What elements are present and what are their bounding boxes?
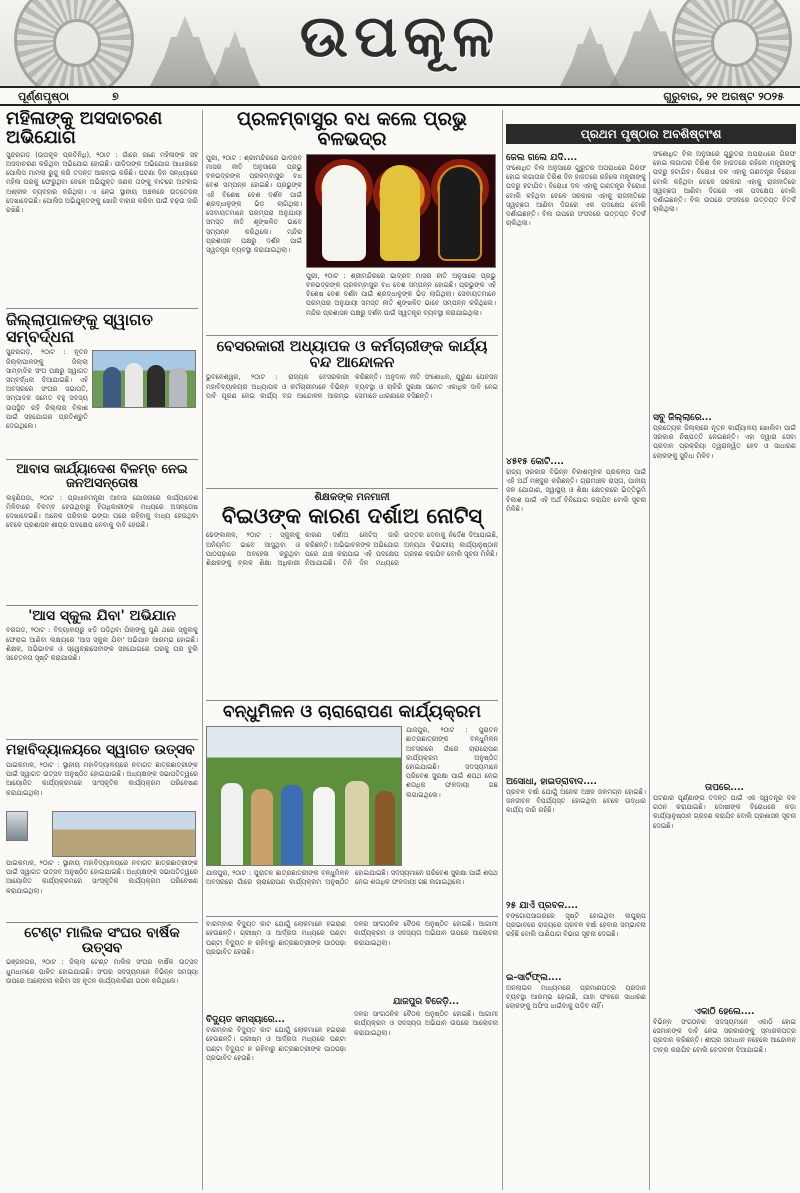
masthead (0, 0, 800, 86)
article-body: ବାରମ୍ବାର ବିଦ୍ୟୁତ କାଟ ଯୋଗୁଁ ଲୋକମାନେ ହଇରାଣ ହେଉଛନ୍ତି। ଗ୍ରୀଷ୍ମ ଓ ଆର୍ଦ୍ରତା ମଧ୍ୟରେ ଘଣ୍ଟା ଘଣ୍ଟା ବିଦ୍ୟୁତ ନ ରହିବାରୁ ଛାତ୍ରଛାତ୍ରୀଙ୍କ ପାଠପଢ଼ା ପ୍ରଭାବିତ ହେଉଛି। (206, 1026, 346, 1062)
divider (6, 308, 198, 309)
divider (6, 459, 198, 460)
article-body: ପାଇକମାଳ, ୨୦ାଟ : ସ୍ଥାନୀୟ ମହାବିଦ୍ୟାଳୟରେ ନବାଗତ ଛାତ୍ରଛାତ୍ରୀଙ୍କ ପାଇଁ ସ୍ୱାଗତ ଉତ୍ସବ ଅନୁଷ୍ଠିତ ହୋଇଯାଇଛି। ଅଧ୍ୟକ୍ଷଙ୍କ ସଭାପତିତ୍ୱରେ ଆୟୋଜିତ କାର୍ଯ୍ୟକ୍ରମରେ ସାଂସ୍କୃତିକ କାର୍ଯ୍ୟକ୍ରମ ପରିବେଷଣ କରାଯାଇଥିଲା। (6, 761, 198, 797)
article-block (6, 348, 198, 456)
newspaper-title: ଉପକୂଳ (299, 2, 501, 70)
headline: ଟେଣ୍ଟ ମାଲିକ ସଂଘର ବାର୍ଷିକ ଉତ୍ସବ (24, 925, 180, 956)
column-divider (649, 172, 650, 1190)
continuation-banner: ପ୍ରଥମ ପୃଷ୍ଠାର ଅବଶିଷ୍ଟାଂଶ (506, 124, 796, 144)
divider (6, 605, 198, 606)
article-body: ଲହୁଣିପଡ଼ା, ୨୦ାଟ : ପ୍ରଧାନମନ୍ତ୍ରୀ ଆବାସ ଯୋଜନାରେ କାର୍ଯ୍ୟାଦେଶ ମିଳିବାରେ ବିଳମ୍ବ ହେଉଥିବାରୁ ହିତାଧିକାରୀଙ୍କ ମଧ୍ୟରେ ଅସନ୍ତୋଷ ଦେଖାଦେଇଛି। ଅନେକ ପରିବାର ଭଙ୍ଗା ଘରେ ରହିବାକୁ ବାଧ୍ୟ ହେଉଥିବା ବେଳେ ପ୍ରଶାସନ ଶୀଘ୍ର ପଦକ୍ଷେପ ନେବାକୁ ଦାବି ହେଉଛି। (6, 493, 198, 530)
article-body: ସଂଶୋଧିତ ବିଲ ଅନୁସାରେ ଗୁରୁତର ଅପରାଧରେ ଗିରଫ ହୋଇ ଲଗାତାର ତିରିଶ ଦିନ ହାଜତରେ ରହିଲେ ମନ୍ତ୍ରୀଙ୍କୁ ପଦରୁ ହଟାଯିବ। ବିରୋଧୀ ଦଳ ଏହାକୁ ଗଣତନ୍ତ୍ର ବିରୋଧୀ ବୋଲି କହିଥିବା ବେଳେ ସରକାର ଏହାକୁ ରାଜନୀତିରେ ସ୍ୱଚ୍ଛତା ଆଣିବା ଦିଗରେ ଏକ ପଦକ୍ଷେପ ବୋଲି ଦର୍ଶାଇଛନ୍ତି। ବିଲ ଉପରେ ସଂସଦରେ ଉତ୍ତପ୍ତ ବିତର୍କ ଚାଲିଥିଲା। (506, 164, 646, 228)
plantation-photo (206, 726, 402, 866)
divider (6, 922, 198, 923)
article-body: ଢେଙ୍କାନାଳ, ୨୦ାଟ : ସ୍କୁଲକୁ ଅନିୟମିତ ଭାବେ ଆସୁଥିବା ଓ ପାଠପଢ଼ାରେ ଅବହେଳା କରୁଥିବା ଶିକ୍ଷକଙ୍କୁ ବ୍ଲକ ଶିକ୍ଷା ଅଧିକାରୀ କାରଣ ଦର୍ଶାଅ ନୋଟିସ୍ ଜାରି କରିଛନ୍ତି। ଅଭିଭାବକଙ୍କ ଅଭିଯୋଗ ପରେ ଯାଞ୍ଚ କରାଯାଇ ଏହି ପଦକ୍ଷେପ ନିଆଯାଇଛି। ତିନି ଦିନ ମଧ୍ୟରେ ଉତ୍ତର ଦେବାକୁ ନିର୍ଦ୍ଦେଶ ଦିଆଯାଇଛି, ଅନ୍ୟଥା ବିଭାଗୀୟ କାର୍ଯ୍ୟାନୁଷ୍ଠାନ ଗ୍ରହଣ କରାଯିବ ବୋଲି ସୂଚନା ମିଳିଛି। (206, 531, 498, 568)
divider (206, 916, 498, 917)
article-body: ଘଟଣାର ପୂର୍ଣ୍ଣାଙ୍ଗ ତଦନ୍ତ ପାଇଁ ଏକ ସ୍ୱତନ୍ତ୍ର ଦଳ ଗଠନ କରାଯାଇଛି। ଦୋଷୀଙ୍କ ବିରୋଧରେ କଡ଼ା କାର୍ଯ୍ୟାନୁଷ୍ଠାନ ଗ୍ରହଣ କରାଯିବ ବୋଲି ପ୍ରଶାସନ ସୂଚନା ଦେଇଛି। (653, 794, 796, 830)
headline: ମହିଳାଙ୍କୁ ଅସଦାଚରଣ ଅଭିଯୋଗ (6, 110, 163, 148)
article-body: ଦଳର ସାଂଗଠନିକ ବୈଠକ ଅନୁଷ୍ଠିତ ହୋଇଛି। ଆଗାମୀ କାର୍ଯ୍ୟକ୍ରମ ଓ ସଦସ୍ୟତା ଅଭିଯାନ ଉପରେ ଆଲୋଚନା କରାଯାଇଥିଲା। (354, 920, 498, 947)
konark-wheel-right-image (672, 0, 792, 86)
article-body: ଦଳର ସାଂଗଠନିକ ବୈଠକ ଅନୁଷ୍ଠିତ ହୋଇଛି। ଆଗାମୀ କାର୍ଯ୍ୟକ୍ରମ ଓ ସଦସ୍ୟତା ଅଭିଯାନ ଉପରେ ଆଲୋଚନା କରାଯାଇଥିଲା। (354, 1010, 498, 1037)
headline: ବେସରକାରୀ ଅଧ୍ୟାପକ ଓ କର୍ମଚାରୀଙ୍କ କାର୍ଯ୍ୟ ବନ୍ଦ ଆନ୍ଦୋଳନ (216, 336, 488, 371)
column-middle (206, 110, 498, 1190)
subhead: ସବୁ ଜିଲ୍ଲାରେ... (653, 413, 712, 423)
divider (6, 739, 198, 740)
subhead: ଯାଜପୁର ବିଜେଡ଼ି... (392, 997, 460, 1008)
subhead: ଜେଲ ଗଲେ ଯଦି.... (506, 153, 578, 163)
page-number: ୭ (112, 90, 119, 103)
college-event-photo (52, 811, 196, 857)
article-block (206, 154, 498, 332)
article-body: ଯାଜପୁର, ୨୦ାଟ : ପୁରାତନ ଛାତ୍ରଛାତ୍ରୀଙ୍କ ବନ୍ଧୁମିଳନ ଅବସରରେ ଗାଁରେ ଚାରାରୋପଣ କାର୍ଯ୍ୟକ୍ରମ ଅନୁଷ୍ଠିତ ହୋଇଯାଇଛି। ସଦସ୍ୟମାନେ ପରିବେଶ ସୁରକ୍ଷା ପାଇଁ ଶପଥ ନେଇ ଶତାଧିକ ଫଳଦାୟୀ ଗଛ ଲଗାଇଥିଲେ। (406, 726, 498, 799)
article-body: ବାରମ୍ବାର ବିଦ୍ୟୁତ କାଟ ଯୋଗୁଁ ଲୋକମାନେ ହଇରାଣ ହେଉଛନ୍ତି। ଗ୍ରୀଷ୍ମ ଓ ଆର୍ଦ୍ରତା ମଧ୍ୟରେ ଘଣ୍ଟା ଘଣ୍ଟା ବିଦ୍ୟୁତ ନ ରହିବାରୁ ଛାତ୍ରଛାତ୍ରୀଙ୍କ ପାଠପଢ଼ା ପ୍ରଭାବିତ ହେଉଛି। (206, 920, 346, 956)
article-block (206, 726, 498, 866)
temple-right-image (560, 26, 620, 86)
subhead: ତାପରେ.... (705, 783, 744, 793)
temple-left-small-image (210, 31, 260, 86)
felicitation-photo (92, 350, 196, 408)
divider (206, 335, 498, 336)
article-body: ଭୁବନେଶ୍ୱର, ୨୦ାଟ : ରାଜ୍ୟର ବେସରକାରୀ ମହାବିଦ୍ୟାଳୟର ଅଧ୍ୟାପକ ଓ କର୍ମଚାରୀମାନେ ବିଭିନ୍ନ ଦାବି ପୂରଣ ନେଇ କାର୍ଯ୍ୟ ବନ୍ଦ ଆନ୍ଦୋଳନ ଆରମ୍ଭ କରିଛନ୍ତି। ଅନୁଦାନ ନୀତି ସଂଶୋଧନ, ପୁରୁଣା ପେନସନ ବ୍ୟବସ୍ଥା ଓ ଚାକିରି ସୁରକ୍ଷା ସମେତ ଏକାଧିକ ଦାବି ନେଇ ସେମାନେ ଧାରଣାରେ ବସିଛନ୍ତି। (206, 373, 498, 400)
article-body: ପୁରୀ, ୨୦ାଟ : ଶ୍ରୀମନ୍ଦିରରେ ଭାଦ୍ରବ ମାସର ନୀତି ଅନୁସାରେ ପ୍ରଭୁ ବଳଭଦ୍ରଙ୍କ ପ୍ରଳମ୍ବାସୁର ବଧ ବେଶ ସମ୍ପନ୍ନ ହୋଇଛି। ପ୍ରଭୁଙ୍କ ଏହି ବିଶେଷ ବେଶ ଦର୍ଶନ ପାଇଁ ଶ୍ରଦ୍ଧାଳୁଙ୍କ ଭିଡ଼ ଲାଗିଥିଲା। ସେବାୟତମାନେ ପରମ୍ପରା ଅନୁଯାୟୀ ସମସ୍ତ ନୀତି ଶୃଙ୍ଖଳିତ ଭାବେ ସମ୍ପନ୍ନ କରିଥିଲେ। ମନ୍ଦିର ପ୍ରଶାସନ ପକ୍ଷରୁ ଦର୍ଶନ ପାଇଁ ସ୍ୱତନ୍ତ୍ର ବ୍ୟବସ୍ଥା କରାଯାଇଥିଲା। (206, 153, 302, 254)
subhead: ଅସୋଧା, ହାଇଡ୍ରାବାଦ.... (506, 777, 597, 787)
article-body: ରାଜ୍ୟ ସରକାର ବିଭିନ୍ନ ବିକାଶମୂଳକ ପ୍ରକଳ୍ପ ପାଇଁ ଏହି ଅର୍ଥ ମଞ୍ଜୁର କରିଛନ୍ତି। ଗ୍ରାମାଞ୍ଚଳ ରାସ୍ତା, ପାନୀୟ ଜଳ ଯୋଗାଣ, ସ୍ୱାସ୍ଥ୍ୟ ଓ ଶିକ୍ଷା କ୍ଷେତ୍ରରେ ଭିତ୍ତିଭୂମି ବିକାଶ ପାଇଁ ଏହି ଅର୍ଥ ବିନିଯୋଗ କରାଯିବ ବୋଲି ସୂଚନା ମିଳିଛି। (506, 468, 646, 513)
article-body: ପ୍ରତ୍ୟେକ ଜିଲ୍ଲାରେ ନୂତନ କାର୍ଯ୍ୟାଳୟ ଖୋଲିବା ପାଇଁ ସରକାର ନିଷ୍ପତ୍ତି ନେଇଛନ୍ତି। ଏହା ଦ୍ୱାରା ସେବା ପ୍ରଦାନ ପ୍ରକ୍ରିୟା ତ୍ୱରାନ୍ୱିତ ହେବ ଓ ସାଧାରଣ ଲୋକଙ୍କୁ ସୁବିଧା ମିଳିବ। (653, 424, 796, 460)
publication-date: ଗୁରୁବାର, ୨୧ ଅଗଷ୍ଟ ୨୦୨୫ (663, 90, 784, 103)
article-body: ସୁନ୍ଦରଗଡ଼ (ଉପକୂଳ ପ୍ରତିନିଧି), ୨୦ାଟ : ଗାଁରେ ଜଣେ ମହିଳାଙ୍କ ସହ ଅସଦାଚରଣ କରିଥିବା ଅଭିଯୋଗ ହୋଇଛି। ପୀଡ଼ିତାଙ୍କ ଅଭିଯୋଗ ଆଧାରରେ ପୋଲିସ ମାମଲା ରୁଜୁ କରି ତଦନ୍ତ ଆରମ୍ଭ କରିଛି। ଘଟଣା ଦିନ ସନ୍ଧ୍ୟାରେ ମହିଳା ଘରକୁ ଫେରୁଥିବା ବେଳେ ଅଭିଯୁକ୍ତ ଜଣକ ତାଙ୍କୁ ବାଟରେ ଅଟକାଇ ଅଶ୍ଳୀଳ ବ୍ୟବହାର କରିଥିଲା। ଏ ନେଇ ସ୍ଥାନୀୟ ଅଞ୍ଚଳରେ ଉତ୍ତେଜନା ଦେଖାଦେଇଛି। ପୋଲିସ ଅଭିଯୁକ୍ତଙ୍କୁ ଖୋଜି ବାହାର କରିବା ପାଇଁ ଚଢ଼ଉ ଜାରି ରଖିଛି। (6, 150, 198, 214)
article-body: ବରଗଡ଼, ୨୦ାଟ : ବିଦ୍ୟାଳୟରୁ ଝଡ଼ି ପଡ଼ିଥିବା ପିଲାଙ୍କୁ ପୁଣି ଥରେ ସ୍କୁଲକୁ ଫେରାଇ ଆଣିବା ଲକ୍ଷ୍ୟରେ 'ଆସ ସ୍କୁଲ ଯିବା' ଅଭିଯାନ ଆରମ୍ଭ ହୋଇଛି। ଶିକ୍ଷକ, ଅଭିଭାବକ ଓ ସ୍ୱେଚ୍ଛାସେବୀଙ୍କ ସହଯୋଗରେ ଘରକୁ ଘର ବୁଲି ସଚେତନତା ସୃଷ୍ଟି କରାଯାଉଛି। (6, 626, 198, 662)
subhead: ୨୫ ଯାଏଁ ପ୍ରବଳ.... (506, 901, 578, 911)
portrait-photo (6, 811, 28, 841)
photo-row (6, 811, 198, 859)
headline: ବନ୍ଧୁମିଳନ ଓ ଚାରାରୋପଣ କାର୍ଯ୍ୟକ୍ରମ (222, 702, 482, 723)
headline: ଜିଲ୍ଲାପାଳଙ୍କୁ ସ୍ୱାଗତ ସମ୍ବର୍ଦ୍ଧନା (6, 309, 153, 346)
column-left (6, 110, 198, 1190)
konark-wheel-left-image (14, 0, 134, 86)
article-block (206, 920, 498, 1070)
column-right-b (653, 150, 796, 1188)
subhead: ବିଦ୍ୟୁତ ସମସ୍ୟାରେ... (206, 1015, 285, 1026)
divider (206, 488, 498, 489)
article-body: ପ୍ରବଳ ବର୍ଷା ଯୋଗୁଁ ଅନେକ ଅଞ୍ଚଳ ଜଳମଗ୍ନ ହୋଇଛି। ଜନଜୀବନ ବିପର୍ଯ୍ୟସ୍ତ ହୋଇଥିବା ବେଳେ ଉଦ୍ଧାର କାର୍ଯ୍ୟ ଜାରି ରହିଛି। (506, 788, 646, 815)
dateline-bar (0, 86, 800, 106)
headline: ମହାବିଦ୍ୟାଳୟରେ ସ୍ୱାଗତ ଉତ୍ସବ (6, 742, 195, 759)
article-body: ବିଭିନ୍ନ ସଂଗଠନର ସଦସ୍ୟମାନେ ଏକାଠି ହୋଇ ସେମାନଙ୍କ ଦାବି ନେଇ ସରକାରଙ୍କୁ ସ୍ମାରକପତ୍ର ପ୍ରଦାନ କରିଛନ୍ତି। ଶୀଘ୍ର ସମାଧାନ ନହେଲେ ଆନ୍ଦୋଳନ ତୀବ୍ର କରାଯିବ ବୋଲି ଚେତାବନୀ ଦିଆଯାଇଛି। (653, 1018, 796, 1054)
article-body: ପୁରୀ, ୨୦ାଟ : ଶ୍ରୀମନ୍ଦିରରେ ଭାଦ୍ରବ ମାସର ନୀତି ଅନୁସାରେ ପ୍ରଭୁ ବଳଭଦ୍ରଙ୍କ ପ୍ରଳମ୍ବାସୁର ବଧ ବେଶ ସମ୍ପନ୍ନ ହୋଇଛି। ପ୍ରଭୁଙ୍କ ଏହି ବିଶେଷ ବେଶ ଦର୍ଶନ ପାଇଁ ଶ୍ରଦ୍ଧାଳୁଙ୍କ ଭିଡ଼ ଲାଗିଥିଲା। ସେବାୟତମାନେ ପରମ୍ପରା ଅନୁଯାୟୀ ସମସ୍ତ ନୀତି ଶୃଙ୍ଖଳିତ ଭାବେ ସମ୍ପନ୍ନ କରିଥିଲେ। ମନ୍ଦିର ପ୍ରଶାସନ ପକ୍ଷରୁ ଦର୍ଶନ ପାଇଁ ସ୍ୱତନ୍ତ୍ର ବ୍ୟବସ୍ଥା କରାଯାଇଥିଲା। (306, 271, 496, 317)
subhead: ଏକାଠି ହେଲେ.... (694, 1007, 755, 1017)
column-right-a (506, 150, 646, 1188)
section-label: ପୂର୍ଣ୍ଣପୃଷ୍ଠା (18, 90, 70, 103)
temple-left-image (150, 16, 220, 86)
headline: 'ଆସ ସ୍କୁଲ ଯିବା' ଅଭିଯାନ (28, 607, 176, 624)
article-body: ବଙ୍ଗୋପସାଗରରେ ସୃଷ୍ଟି ହୋଇଥିବା ଲଘୁଚାପ ପ୍ରଭାବରେ ରାଜ୍ୟରେ ପ୍ରବଳ ବର୍ଷା ହେବାର ସମ୍ଭାବନା ରହିଛି ବୋଲି ପାଣିପାଗ ବିଭାଗ ସୂଚନା ଦେଇଛି। (506, 912, 646, 939)
column-divider (502, 110, 503, 1190)
subhead: ଇ-ସାର୍ଟିଫ୍ଲ.... (506, 973, 562, 983)
article-body: ସୁନ୍ଦରଗଡ଼, ୨୦ାଟ : ନୂତନ ଜିଲ୍ଲାପାଳଙ୍କୁ ଜିଲ୍ଲା ସାମ୍ବାଦିକ ସଂଘ ପକ୍ଷରୁ ସ୍ୱାଗତ ସମ୍ବର୍ଦ୍ଧନା ଦିଆଯାଇଛି। ଏହି ଅବସରରେ ସଂଘର ସଭାପତି, ସମ୍ପାଦକ ସମେତ ବହୁ ସଦସ୍ୟ ଉପସ୍ଥିତ ରହି ଜିଲ୍ଲାର ବିକାଶ ପାଇଁ ସହଯୋଗର ପ୍ରତିଶ୍ରୁତି ଦେଇଥିଲେ। (6, 348, 88, 430)
subhead: ୪୫୧୫ କୋଟି.... (506, 457, 564, 467)
headline: ପ୍ରଳମ୍ବାସୁର ବଧ କଲେ ପ୍ରଭୁ ବଳଭଦ୍ର (237, 110, 467, 150)
article-body: ସଂଶୋଧିତ ବିଲ ଅନୁସାରେ ଗୁରୁତର ଅପରାଧରେ ଗିରଫ ହୋଇ ଲଗାତାର ତିରିଶ ଦିନ ହାଜତରେ ରହିଲେ ମନ୍ତ୍ରୀଙ୍କୁ ପଦରୁ ହଟାଯିବ। ବିରୋଧୀ ଦଳ ଏହାକୁ ଗଣତନ୍ତ୍ର ବିରୋଧୀ ବୋଲି କହିଥିବା ବେଳେ ସରକାର ଏହାକୁ ରାଜନୀତିରେ ସ୍ୱଚ୍ଛତା ଆଣିବା ଦିଗରେ ଏକ ପଦକ୍ଷେପ ବୋଲି ଦର୍ଶାଇଛନ୍ତି। ବିଲ ଉପରେ ସଂସଦରେ ଉତ୍ତପ୍ତ ବିତର୍କ ଚାଲିଥିଲା। (653, 150, 796, 214)
kicker: ଶିକ୍ଷକଙ୍କ ମନମାନୀ (314, 492, 390, 504)
column-divider (202, 110, 203, 1190)
headline: ଆବାସ କାର୍ଯ୍ୟାଦେଶ ବିଳମ୍ବ ନେଇ ଜନଅସନ୍ତୋଷ (16, 462, 188, 492)
article-body: ଯାଜପୁର, ୨୦ାଟ : ପୁରାତନ ଛାତ୍ରଛାତ୍ରୀଙ୍କ ବନ୍ଧୁମିଳନ ଅବସରରେ ଗାଁରେ ଚାରାରୋପଣ କାର୍ଯ୍ୟକ୍ରମ ଅନୁଷ୍ଠିତ ହୋଇଯାଇଛି। ସଦସ୍ୟମାନେ ପରିବେଶ ସୁରକ୍ଷା ପାଇଁ ଶପଥ ନେଇ ଶତାଧିକ ଫଳଦାୟୀ ଗଛ ଲଗାଇଥିଲେ। (206, 869, 498, 887)
deities-photo (306, 154, 496, 268)
article-body: ପାଇକମାଳ, ୨୦ାଟ : ସ୍ଥାନୀୟ ମହାବିଦ୍ୟାଳୟରେ ନବାଗତ ଛାତ୍ରଛାତ୍ରୀଙ୍କ ପାଇଁ ସ୍ୱାଗତ ଉତ୍ସବ ଅନୁଷ୍ଠିତ ହୋଇଯାଇଛି। ଅଧ୍ୟକ୍ଷଙ୍କ ସଭାପତିତ୍ୱରେ ଆୟୋଜିତ କାର୍ଯ୍ୟକ୍ରମରେ ସାଂସ୍କୃତିକ କାର୍ଯ୍ୟକ୍ରମ ପରିବେଷଣ କରାଯାଇଥିଲା। (6, 859, 198, 895)
headline: ବିଇଓଙ୍କ କାରଣ ଦର୍ଶାଅ ନୋଟିସ୍ (221, 503, 483, 529)
article-body: ଅନଲାଇନ ମାଧ୍ୟମରେ ପ୍ରମାଣପତ୍ର ପ୍ରଦାନ ବ୍ୟବସ୍ଥା ଆରମ୍ଭ ହୋଇଛି, ଯାହା ଫଳରେ ସାଧାରଣ ଲୋକଙ୍କୁ ଅଫିସ ଧାଇଁବାକୁ ପଡ଼ିବ ନାହିଁ। (506, 984, 646, 1011)
article-body: ଭଞ୍ଜନଗର, ୨୦ାଟ : ଜିଲ୍ଲା ଟେଣ୍ଟ ମାଲିକ ସଂଘର ବାର୍ଷିକ ଉତ୍ସବ ଧୁମଧାମରେ ପାଳିତ ହୋଇଯାଇଛି। ସଂଘର ସଦସ୍ୟମାନେ ବିଭିନ୍ନ ସମସ୍ୟା ଉପରେ ଆଲୋଚନା କରିବା ସହ ନୂତନ କାର୍ଯ୍ୟକାରିଣୀ ଗଠନ କରିଥିଲେ। (6, 958, 198, 985)
